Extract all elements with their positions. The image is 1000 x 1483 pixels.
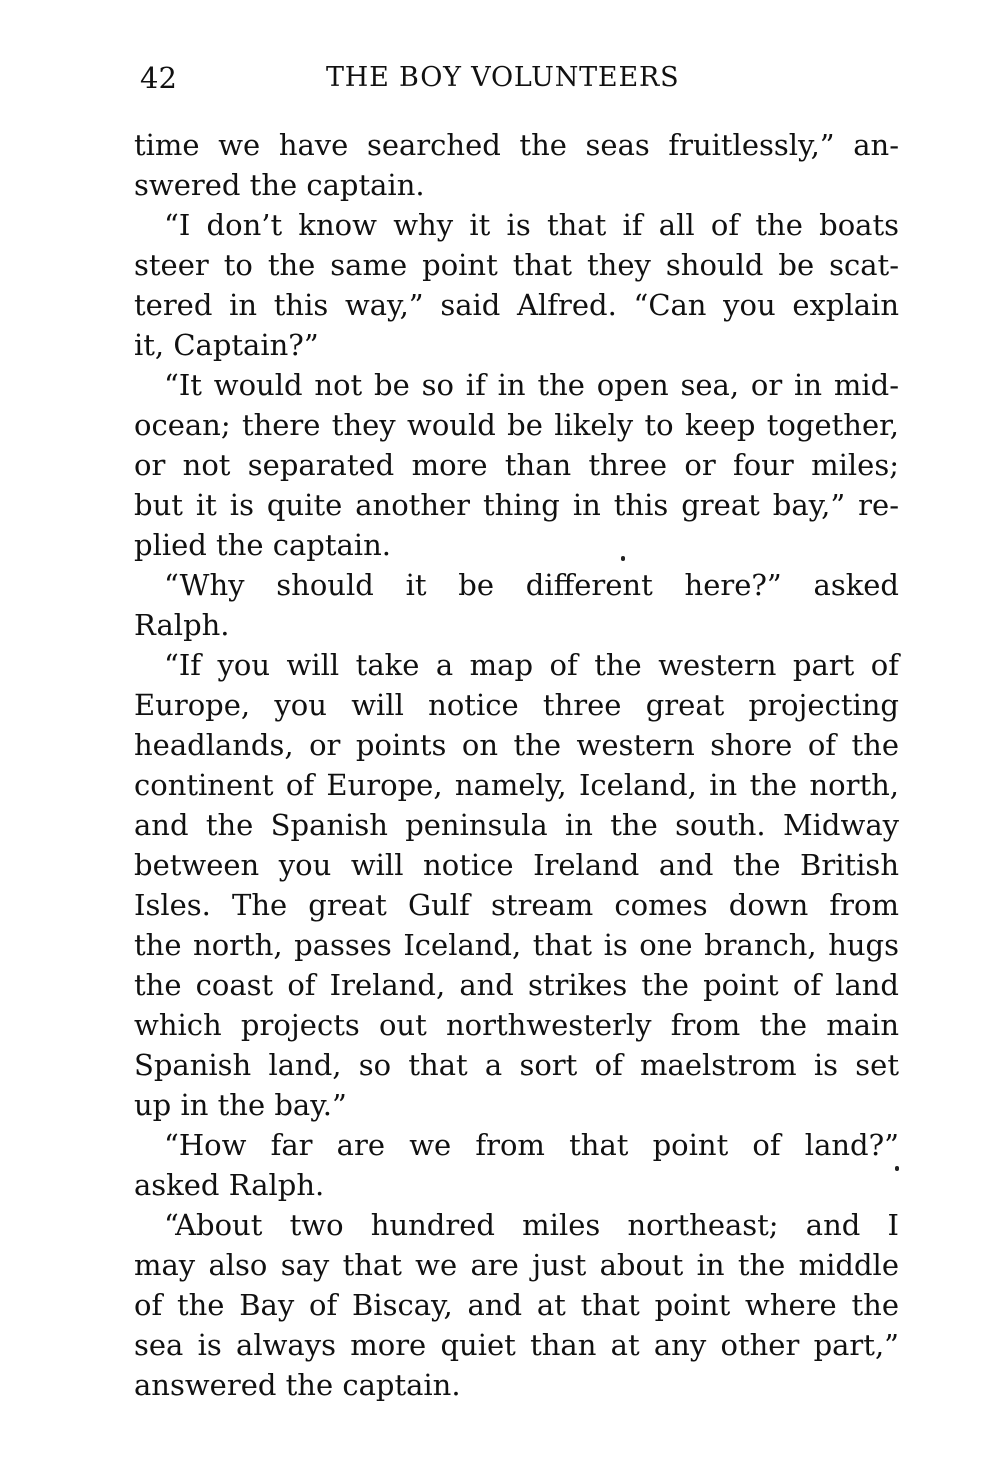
text-line: steer to the same point that they should be scat- <box>134 248 899 282</box>
text-line: Spanish land, so that a sort of maelstrom is set <box>134 1048 899 1082</box>
body-text <box>134 125 899 1405</box>
page-number: 42 <box>140 61 177 95</box>
running-title: THE BOY VOLUNTEERS <box>326 62 680 93</box>
text-line: swered the captain. <box>134 168 425 202</box>
text-line: which projects out northwesterly from the main <box>134 1008 899 1042</box>
text-line: and the Spanish peninsula in the south. Midway <box>134 808 899 842</box>
text-line: “I don’t know why it is that if all of the boats <box>164 208 899 242</box>
text-line: Isles. The great Gulf stream comes down from <box>134 888 899 922</box>
text-line: sea is always more quiet than at any other part,” <box>134 1328 899 1362</box>
text-line: asked Ralph. <box>134 1168 325 1202</box>
text-line: up in the bay.” <box>134 1088 347 1122</box>
text-line: “How far are we from that point of land?” <box>164 1128 899 1162</box>
text-line: “Why should it be different here?” asked <box>164 568 899 602</box>
text-line: continent of Europe, namely, Iceland, in the north, <box>134 768 899 802</box>
text-line: or not separated more than three or four miles; <box>134 448 899 482</box>
print-speck <box>895 1166 899 1171</box>
text-line: the north, passes Iceland, that is one branch, hugs <box>134 928 899 962</box>
text-line: between you will notice Ireland and the British <box>134 848 899 882</box>
text-line: ocean; there they would be likely to keep together, <box>134 408 899 442</box>
text-line: of the Bay of Biscay, and at that point where the <box>134 1288 899 1322</box>
text-line: the coast of Ireland, and strikes the point of land <box>134 968 899 1002</box>
text-line: “It would not be so if in the open sea, or in mid- <box>164 368 899 402</box>
text-line: answered the captain. <box>134 1368 461 1402</box>
print-speck <box>621 556 625 561</box>
running-head <box>0 58 1000 98</box>
text-line: “If you will take a map of the western part of <box>164 648 899 682</box>
text-line: plied the captain. <box>134 528 391 562</box>
text-line: tered in this way,” said Alfred. “Can you explain <box>134 288 899 322</box>
text-line: Ralph. <box>134 608 230 642</box>
text-line: may also say that we are just about in the middle <box>134 1248 899 1282</box>
text-line: but it is quite another thing in this great bay,” re- <box>134 488 899 522</box>
text-line: “About two hundred miles northeast; and I <box>164 1208 899 1242</box>
text-line: headlands, or points on the western shore of the <box>134 728 899 762</box>
text-line: it, Captain?” <box>134 328 319 362</box>
text-line: Europe, you will notice three great projecting <box>134 688 899 722</box>
text-line: time we have searched the seas fruitlessly,” an- <box>134 128 899 162</box>
